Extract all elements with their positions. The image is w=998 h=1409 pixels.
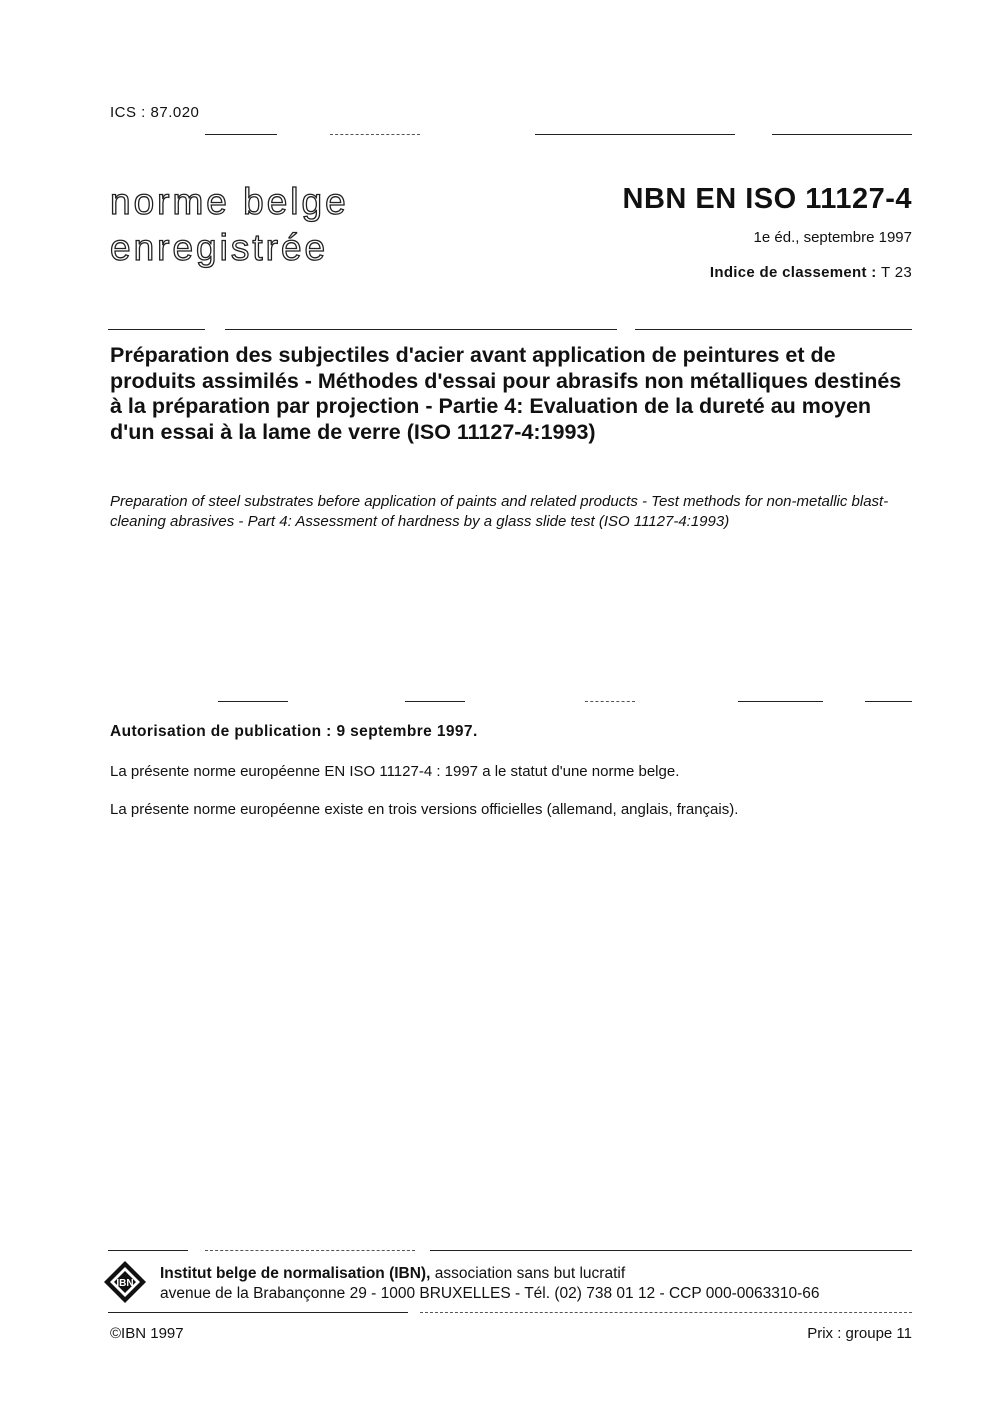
divider — [865, 701, 912, 702]
copyright: ©IBN 1997 — [110, 1325, 184, 1342]
versions-paragraph: La présente norme européenne existe en trois versions officielles (allemand, anglais, français). — [110, 801, 739, 818]
divider — [635, 329, 912, 330]
divider — [330, 134, 420, 135]
standard-number: NBN EN ISO 11127-4 — [622, 183, 912, 215]
institute-line — [160, 1265, 625, 1283]
logo-text: IBN — [116, 1278, 134, 1289]
divider — [772, 134, 912, 135]
divider — [108, 329, 205, 330]
title-french: Préparation des subjectiles d'acier avant application de peintures et de produits assimilés - Méthodes d'essai pour abrasifs non métalliques destinés à la préparation par projection - Partie 4: Evaluation de la dureté au moyen d'un essai à la lame de verre (ISO 11127-4:1993) — [110, 343, 902, 444]
ics-code: ICS : 87.020 — [110, 104, 200, 121]
divider — [535, 134, 735, 135]
divider — [108, 1312, 408, 1313]
publication-authorisation — [110, 723, 478, 741]
institute-description: association sans but lucratif — [434, 1265, 626, 1282]
classification-label: Indice de classement : — [709, 264, 877, 281]
divider — [225, 329, 617, 330]
institute-address: avenue de la Brabançonne 29 - 1000 BRUXELLES - Tél. (02) 738 01 12 - CCP 000-0063310-66 — [160, 1285, 820, 1302]
authorisation-label: Autorisation de publication : — [110, 723, 332, 740]
divider — [585, 701, 635, 702]
institute-name: Institut belge de normalisation (IBN), — [160, 1265, 431, 1282]
classification-index — [710, 264, 912, 281]
divider — [205, 1250, 415, 1251]
authorisation-date: 9 septembre 1997. — [336, 723, 478, 740]
status-paragraph: La présente norme européenne EN ISO 11127-4 : 1997 a le statut d'une norme belge. — [110, 763, 680, 780]
divider — [108, 1250, 188, 1251]
divider — [218, 701, 288, 702]
price-group: Prix : groupe 11 — [807, 1325, 912, 1342]
divider — [205, 134, 277, 135]
divider — [738, 701, 823, 702]
ibn-logo — [103, 1260, 147, 1304]
edition-date: 1e éd., septembre 1997 — [753, 229, 912, 246]
divider — [420, 1312, 912, 1313]
title-english: Preparation of steel substrates before application of paints and related products - Test methods for non-metallic blast-cleaning abrasives - Part 4: Assessment of hardness by a glass slide test (ISO 11127-4:1993) — [110, 493, 889, 530]
brand-line-1: norme belge — [110, 181, 349, 222]
divider — [405, 701, 465, 702]
divider — [430, 1250, 912, 1251]
brand-line-2: enregistrée — [110, 227, 329, 268]
classification-value: T 23 — [881, 264, 912, 281]
